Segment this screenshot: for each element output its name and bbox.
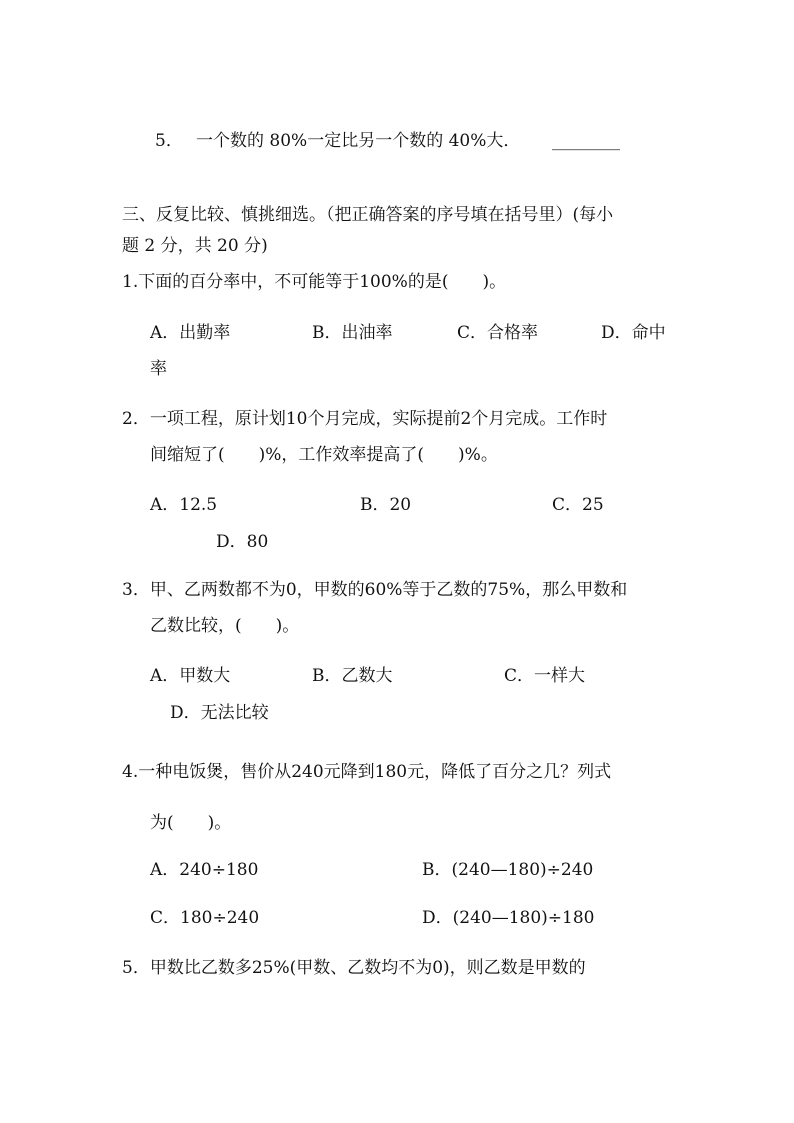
q1-option-c[interactable]: C．合格率	[457, 323, 539, 343]
q2-stem-line2: 间缩短了( )%，工作效率提高了( )%。	[150, 445, 498, 465]
q2-option-b[interactable]: B．20	[360, 495, 412, 515]
q1-option-d-wrap: 率	[150, 359, 167, 379]
q4-stem-line2: 为( )。	[150, 813, 232, 833]
q1-option-a[interactable]: A．出勤率	[150, 323, 231, 343]
q3-option-d[interactable]: D．无法比较	[170, 703, 269, 723]
section3-heading-line2: 题 2 分，共 20 分)	[122, 236, 268, 256]
q3-option-b[interactable]: B．乙数大	[312, 666, 393, 686]
q1-option-b[interactable]: B．出油率	[312, 323, 393, 343]
judgement-q5-answer-blank[interactable]: ________	[552, 131, 620, 151]
q2-option-a[interactable]: A．12.5	[150, 495, 218, 515]
q4-stem-line1: 4.一种电饭煲，售价从240元降到180元，降低了百分之几？列式	[122, 762, 612, 782]
judgement-q5-number: 5．	[155, 131, 183, 151]
q2-option-c[interactable]: C．25	[552, 495, 604, 515]
q3-stem-line2: 乙数比较，( )。	[150, 616, 300, 636]
q2-option-d[interactable]: D．80	[216, 532, 269, 552]
q3-stem-line1: 3．甲、乙两数都不为0，甲数的60%等于乙数的75%，那么甲数和	[122, 580, 628, 600]
q1-stem: 1.下面的百分率中，不可能等于100%的是( )。	[122, 272, 507, 292]
q3-option-c[interactable]: C．一样大	[504, 666, 586, 686]
q1-option-d[interactable]: D．命中	[601, 323, 666, 343]
q5-stem-line1: 5．甲数比乙数多25%(甲数、乙数均不为0)，则乙数是甲数的	[122, 958, 586, 978]
q4-option-a[interactable]: A．240÷180	[150, 860, 259, 880]
q4-option-c[interactable]: C．180÷240	[150, 908, 260, 928]
q2-stem-line1: 2．一项工程，原计划10个月完成，实际提前2个月完成。工作时	[122, 409, 608, 429]
section3-heading-line1: 三、反复比较、慎挑细选。（把正确答案的序号填在括号里）(每小	[122, 205, 614, 225]
judgement-q5-text: 一个数的 80%一定比另一个数的 40%大．	[196, 131, 521, 151]
q4-option-b[interactable]: B．(240—180)÷240	[422, 860, 594, 880]
q4-option-d[interactable]: D．(240—180)÷180	[422, 908, 595, 928]
q3-option-a[interactable]: A．甲数大	[150, 666, 231, 686]
